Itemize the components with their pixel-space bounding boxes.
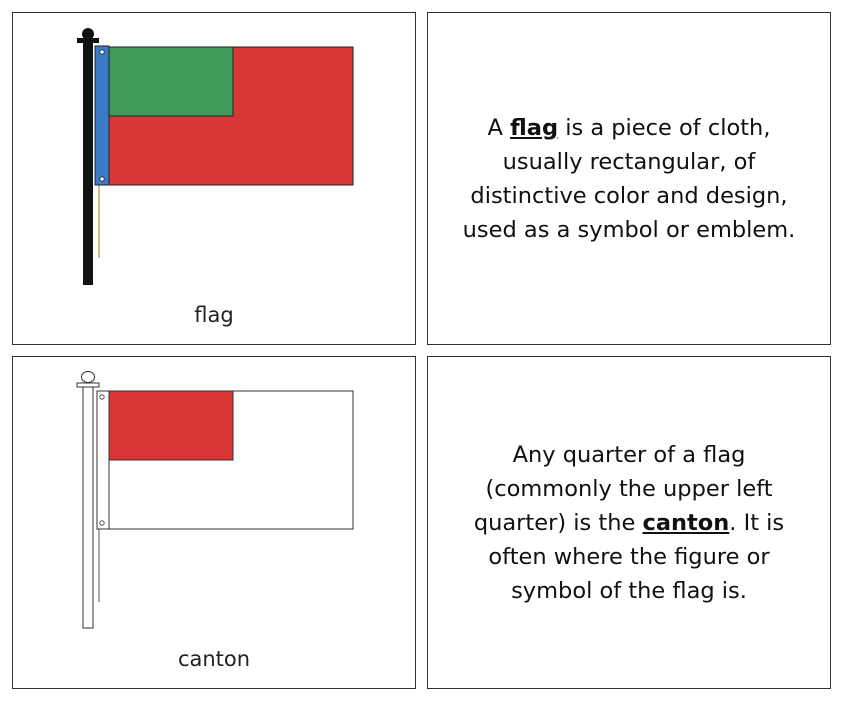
canton-picture-card xyxy=(12,356,416,689)
picture-caption: canton xyxy=(177,647,251,671)
grommet-top xyxy=(100,395,104,399)
flag-hoist xyxy=(97,391,109,529)
grommet-top xyxy=(100,50,104,54)
pole-finial xyxy=(82,372,95,383)
definition-term: flag xyxy=(510,114,559,141)
definition-body: is a piece of cloth, usually rectangular, of distinctive color and design, used as a symbol or emblem. xyxy=(462,114,796,243)
definition-text xyxy=(458,111,800,247)
definition-body: . It is often where the figure or symbol of the flag is. xyxy=(488,509,785,604)
flag-definition-card xyxy=(427,12,831,345)
flagpole xyxy=(83,386,93,628)
definition-term: canton xyxy=(642,509,730,536)
definition-text xyxy=(458,438,800,608)
canton-definition-card xyxy=(427,356,831,689)
flagpole xyxy=(83,41,93,285)
grommet-bottom xyxy=(100,521,104,525)
colored-flag-illustration xyxy=(13,13,415,344)
flag-hoist xyxy=(95,46,109,185)
definition-lead: A xyxy=(487,114,511,141)
picture-caption: flag xyxy=(194,303,234,327)
grommet-bottom xyxy=(100,177,104,181)
flag-picture-card xyxy=(12,12,416,345)
pole-cap xyxy=(77,38,99,43)
pole-cap xyxy=(77,383,99,387)
flag-canton xyxy=(109,391,233,460)
flag-canton xyxy=(109,47,233,116)
definition-lead: Any quarter of a flag (commonly the upper left quarter) is the xyxy=(473,441,773,536)
canton-flag-illustration xyxy=(13,357,415,688)
